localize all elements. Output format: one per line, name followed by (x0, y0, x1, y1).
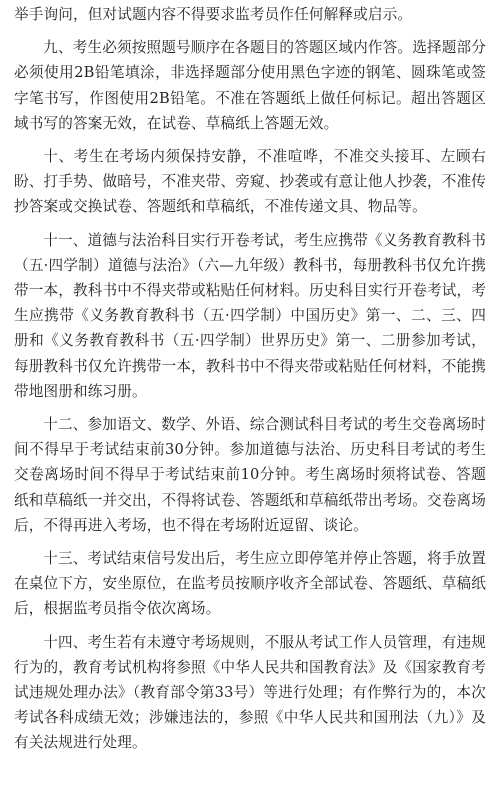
paragraph-rule-10: 十、考生在考场内须保持安静，不准喧哗，不准交头接耳、左顾右盼、打手势、做暗号，不准夹带、旁窥、抄袭或有意让他人抄袭，不准传抄答案或交换试卷、答题纸和草稿纸，不准传递文具、物品等。 (14, 148, 486, 216)
paragraph-rule-9: 九、考生必须按照题号顺序在各题目的答题区域内作答。选择题部分必须使用2B铅笔填涂，非选择题部分使用黑色字迹的钢笔、圆珠笔或签字笔书写，作图使用2B铅笔。不准在答题纸上做任何标记。超出答题区域书写的答案无效，在试卷、草稿纸上答题无效。 (14, 39, 486, 132)
paragraph-rule-12: 十二、参加语文、数学、外语、综合测试科目考试的考生交卷离场时间不得早于考试结束前30分钟。参加道德与法治、历史科目考试的考生交卷离场时间不得早于考试结束前10分钟。考生离场时须将试卷、答题纸和草稿纸一并交出，不得将试卷、答题纸和草稿纸带出考场。交卷离场后，不得再进入考场，也不得在考场附近逗留、谈论。 (14, 416, 486, 534)
paragraph-intro-tail: 举手询问，但对试题内容不得要求监考员作任何解释或启示。 (14, 6, 413, 23)
paragraph-rule-14: 十四、考生若有未遵守考场规则，不服从考试工作人员管理，有违规行为的，教育考试机构将参照《中华人民共和国教育法》及《国家教育考试违规处理办法》（教育部令第33号）等进行处理；有作弊行为的，本次考试各科成绩无效；涉嫌违法的，参照《中华人民共和国刑法（九）》及有关法规进行处理。 (14, 633, 486, 752)
paragraph-rule-11: 十一、道德与法治科目实行开卷考试，考生应携带《义务教育教科书（五·四学制）道德与法治》（六—九年级）教科书，每册教科书仅允许携带一本，教科书中不得夹带或粘贴任何材料。历史科目实行开卷考试，考生应携带《义务教育教科书（五·四学制）中国历史》第一、二、三、四册和《义务教育教科书（五·四学制）世界历史》第一、二册参加考试，每册教科书仅允许携带一本，教科书中不得夹带或粘贴任何材料，不能携带地图册和练习册。 (14, 231, 486, 400)
paragraph-rule-13: 十三、考试结束信号发出后，考生应立即停笔并停止答题，将手放置在桌位下方，安坐原位，在监考员按顺序收齐全部试卷、答题纸、草稿纸后，根据监考员指令依次离场。 (14, 550, 486, 618)
